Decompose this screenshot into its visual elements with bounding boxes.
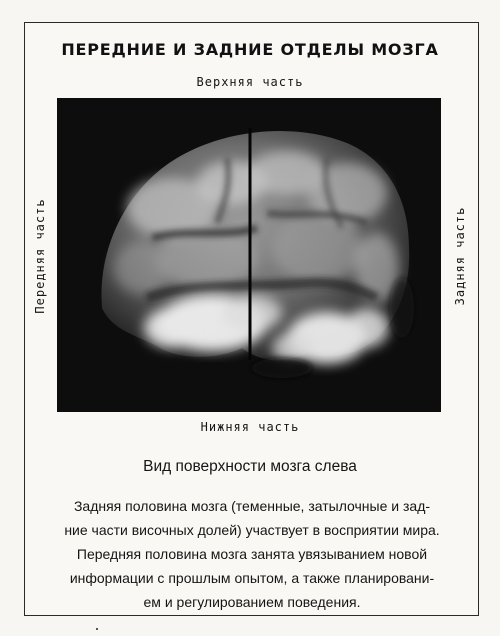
body-line: информации с прошлым опытом, а также планировани-: [69, 570, 435, 586]
scan-speck: [96, 628, 98, 630]
body-line: ние части височных долей) участвует в восприятии мира.: [64, 522, 440, 538]
label-bottom: Нижняя часть: [200, 420, 300, 434]
body-text: [40, 494, 464, 614]
label-left: Передняя часть: [33, 198, 47, 314]
figure-title: ПЕРЕДНИЕ И ЗАДНИЕ ОТДЕЛЫ МОЗГА: [61, 40, 439, 59]
brain-image: [57, 98, 441, 412]
brain-photo: [57, 98, 441, 412]
body-line: ем и регулированием поведения.: [143, 594, 361, 610]
body-line: Передняя половина мозга занята увязыванием новой: [76, 546, 428, 562]
figure-caption: Вид поверхности мозга слева: [143, 458, 357, 475]
label-top: Верхняя часть: [196, 75, 304, 89]
label-right: Задняя часть: [453, 206, 467, 306]
body-line: Задняя половина мозга (теменные, затылочные и зад-: [73, 498, 431, 514]
